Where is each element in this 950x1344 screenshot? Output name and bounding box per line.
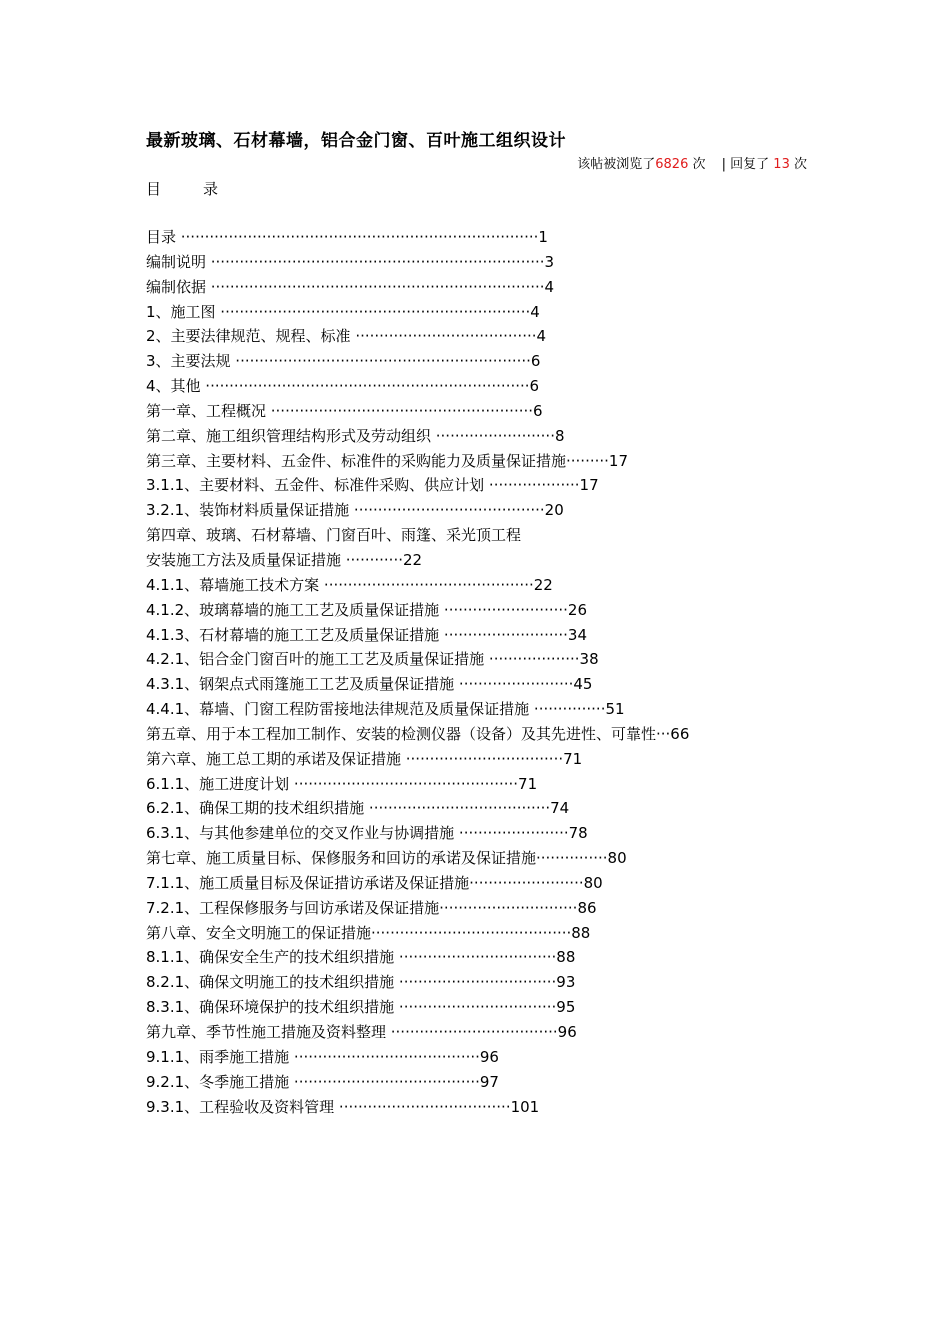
toc-entry: 6.3.1、与其他参建单位的交叉作业与协调措施 ·······················78 bbox=[146, 824, 588, 843]
views-count: 6826 bbox=[655, 157, 689, 172]
toc-entry: 4.1.3、石材幕墙的施工工艺及质量保证措施 ··························34 bbox=[146, 625, 587, 644]
toc-entry: 第四章、玻璃、石材幕墙、门窗百叶、雨篷、采光顶工程 bbox=[146, 526, 522, 545]
toc-entry: 4.2.1、铝合金门窗百叶的施工工艺及质量保证措施 ···················38 bbox=[146, 650, 599, 669]
toc-entry: 4.4.1、幕墙、门窗工程防雷接地法律规范及质量保证措施 ···············51 bbox=[146, 700, 625, 719]
replies-prefix: | 回复了 bbox=[721, 157, 770, 172]
toc-entry: 编制依据 ······································································4 bbox=[146, 277, 555, 296]
toc-entry: 目录 ···········································································1 bbox=[146, 228, 548, 246]
toc-entry: 4.1.1、幕墙施工技术方案 ············································22 bbox=[146, 575, 553, 594]
toc-entry: 第五章、用于本工程加工制作、安装的检测仪器（设备）及其先进性、可靠性···66 bbox=[146, 724, 690, 743]
toc-entry: 2、主要法律规范、规程、标准 ······································4 bbox=[146, 327, 547, 346]
toc-entry: 安装施工方法及质量保证措施 ············22 bbox=[146, 550, 423, 569]
toc-entry: 编制说明 ······································································3 bbox=[146, 252, 555, 271]
toc-entry: 8.3.1、确保环境保护的技术组织措施 ·································95 bbox=[146, 998, 576, 1017]
toc-entry: 6.1.1、施工进度计划 ···············································71 bbox=[146, 774, 538, 793]
toc-entry: 第七章、施工质量目标、保修服务和回访的承诺及保证措施···············80 bbox=[146, 849, 627, 868]
toc-entry: 8.2.1、确保文明施工的技术组织措施 ·································93 bbox=[146, 973, 576, 992]
toc-entry: 6.2.1、确保工期的技术组织措施 ······································74 bbox=[146, 799, 570, 818]
toc-entry: 1、施工图 ·································································4 bbox=[146, 302, 540, 321]
toc-heading-char: 目 bbox=[146, 180, 162, 198]
document-title: 最新玻璃、石材幕墙，铝合金门窗、百叶施工组织设计 bbox=[146, 131, 566, 151]
toc-heading-char: 录 bbox=[203, 180, 219, 198]
toc-entry: 第三章、主要材料、五金件、标准件的采购能力及质量保证措施·········17 bbox=[146, 451, 629, 470]
toc-entry: 8.1.1、确保安全生产的技术组织措施 ·································88 bbox=[146, 948, 576, 967]
views-prefix: 该帖被浏览了 bbox=[577, 157, 656, 172]
toc-entry: 7.1.1、施工质量目标及保证措访承诺及保证措施························80 bbox=[146, 873, 603, 892]
toc-entry: 3、主要法规 ······························································6 bbox=[146, 352, 541, 371]
toc-entry: 第六章、施工总工期的承诺及保证措施 ·································71 bbox=[146, 749, 583, 768]
toc-entry: 第二章、施工组织管理结构形式及劳动组织 ·························8 bbox=[146, 426, 565, 445]
toc-entry: 4、其他 ····································································6 bbox=[146, 377, 540, 396]
table-of-contents bbox=[146, 227, 786, 1121]
replies-suffix: 次 bbox=[793, 157, 807, 172]
views-suffix: 次 bbox=[692, 157, 706, 172]
toc-entry: 9.1.1、雨季施工措施 ·······································96 bbox=[146, 1047, 499, 1066]
toc-entry: 7.2.1、工程保修服务与回访承诺及保证措施·····························86 bbox=[146, 898, 597, 917]
toc-entry: 第九章、季节性施工措施及资料整理 ···································96 bbox=[146, 1023, 577, 1041]
replies-count: 13 bbox=[773, 157, 790, 172]
toc-entry: 3.1.1、主要材料、五金件、标准件采购、供应计划 ···················17 bbox=[146, 476, 599, 495]
toc-entry: 第一章、工程概况 ·······················································6 bbox=[146, 401, 543, 420]
toc-entry: 4.3.1、钢架点式雨篷施工工艺及质量保证措施 ························45 bbox=[146, 675, 593, 694]
toc-heading bbox=[146, 178, 218, 199]
toc-entry: 4.1.2、玻璃幕墙的施工工艺及质量保证措施 ··························26 bbox=[146, 600, 587, 619]
toc-entry: 9.2.1、冬季施工措施 ·······································97 bbox=[146, 1072, 499, 1091]
toc-entry: 第八章、安全文明施工的保证措施··········································88 bbox=[146, 923, 591, 942]
toc-entry: 9.3.1、工程验收及资料管理 ····································101 bbox=[146, 1097, 540, 1116]
post-stats bbox=[577, 153, 807, 172]
toc-entry: 3.2.1、装饰材料质量保证措施 ········································20 bbox=[146, 501, 564, 520]
